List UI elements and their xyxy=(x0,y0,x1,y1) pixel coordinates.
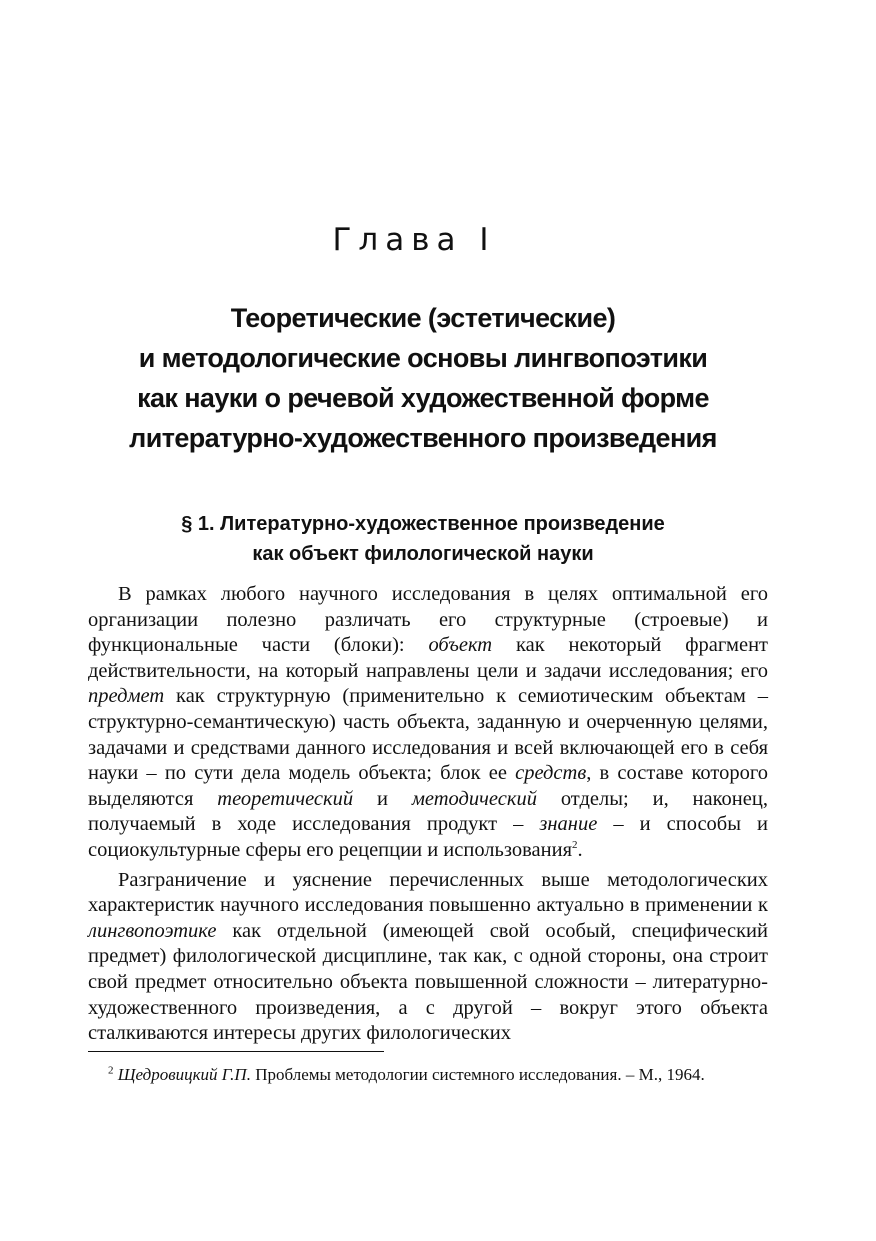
footnote-reference[interactable]: 2 xyxy=(572,839,578,852)
footnote xyxy=(88,1063,768,1086)
text-run: и xyxy=(353,787,412,810)
footnote-mark: 2 xyxy=(108,1064,114,1077)
section-heading-line: как объект филологической науки xyxy=(252,543,594,565)
footnote-author: Щедровицкий Г.П. xyxy=(117,1065,251,1084)
italic-term: теоретический xyxy=(217,787,354,810)
text-run: как некоторый фрагмент действительности, на который направлены цели и задачи исследования; его xyxy=(88,634,768,682)
italic-term: методический xyxy=(411,787,537,810)
paragraph xyxy=(88,868,768,1047)
chapter-title-line: литературно-художественного произведения xyxy=(129,423,717,453)
chapter-title xyxy=(0,298,846,458)
section-heading xyxy=(0,509,846,569)
footnote-separator xyxy=(88,1051,384,1052)
chapter-heading: Глава I xyxy=(332,222,496,258)
text-run: как отдельной (имеющей свой особый, специфический предмет) филологической дисциплине, так как, с одной стороны, она строит свой предмет относительно объекта повышенной сложности – литературно-художественного произведения, а с другой – вокруг этого объекта сталкиваются интересы других филологических xyxy=(88,919,768,1045)
italic-term: лингвопоэтике xyxy=(88,919,217,942)
italic-term: средств xyxy=(515,762,587,785)
text-run: . xyxy=(577,838,583,861)
text-run: , в составе которого выделяются xyxy=(88,762,768,810)
chapter-title-line: как науки о речевой художественной форме xyxy=(137,383,709,413)
paragraph xyxy=(88,582,768,864)
text-run: В рамках любого научного исследования в целях оптимальной его организации полезно различать его структурные (строевые) и функциональные части (блоки): xyxy=(88,583,768,657)
italic-term: предмет xyxy=(88,685,165,708)
italic-term: знание xyxy=(539,813,598,836)
text-run: Разграничение и уяснение перечисленных выше методологических характеристик научного исследования повышенно актуально в применении к xyxy=(88,868,768,917)
footnote-text: Проблемы методологии системного исследования. – М., 1964. xyxy=(250,1065,705,1084)
italic-term: объект xyxy=(428,634,493,657)
chapter-title-line: Теоретические (эстетические) xyxy=(230,303,616,333)
text-run: как структурную (применительно к семиотическим объектам – структурно-семантическую) часть объекта, заданную и очерченную целями, задачами и средствами данного исследования и всей включающей его в себя науки – по сути дела модель объекта; блок ее xyxy=(88,685,768,785)
text-run: отделы; и, наконец, получаемый в ходе исследования продукт – xyxy=(88,787,768,836)
chapter-title-line: и методологические основы лингвопоэтики xyxy=(138,343,708,373)
body-text xyxy=(88,582,768,1051)
section-heading-line: § 1. Литературно-художественное произведение xyxy=(181,513,665,535)
text-run: – и способы и социокультурные сферы его рецепции и использования xyxy=(88,813,768,861)
